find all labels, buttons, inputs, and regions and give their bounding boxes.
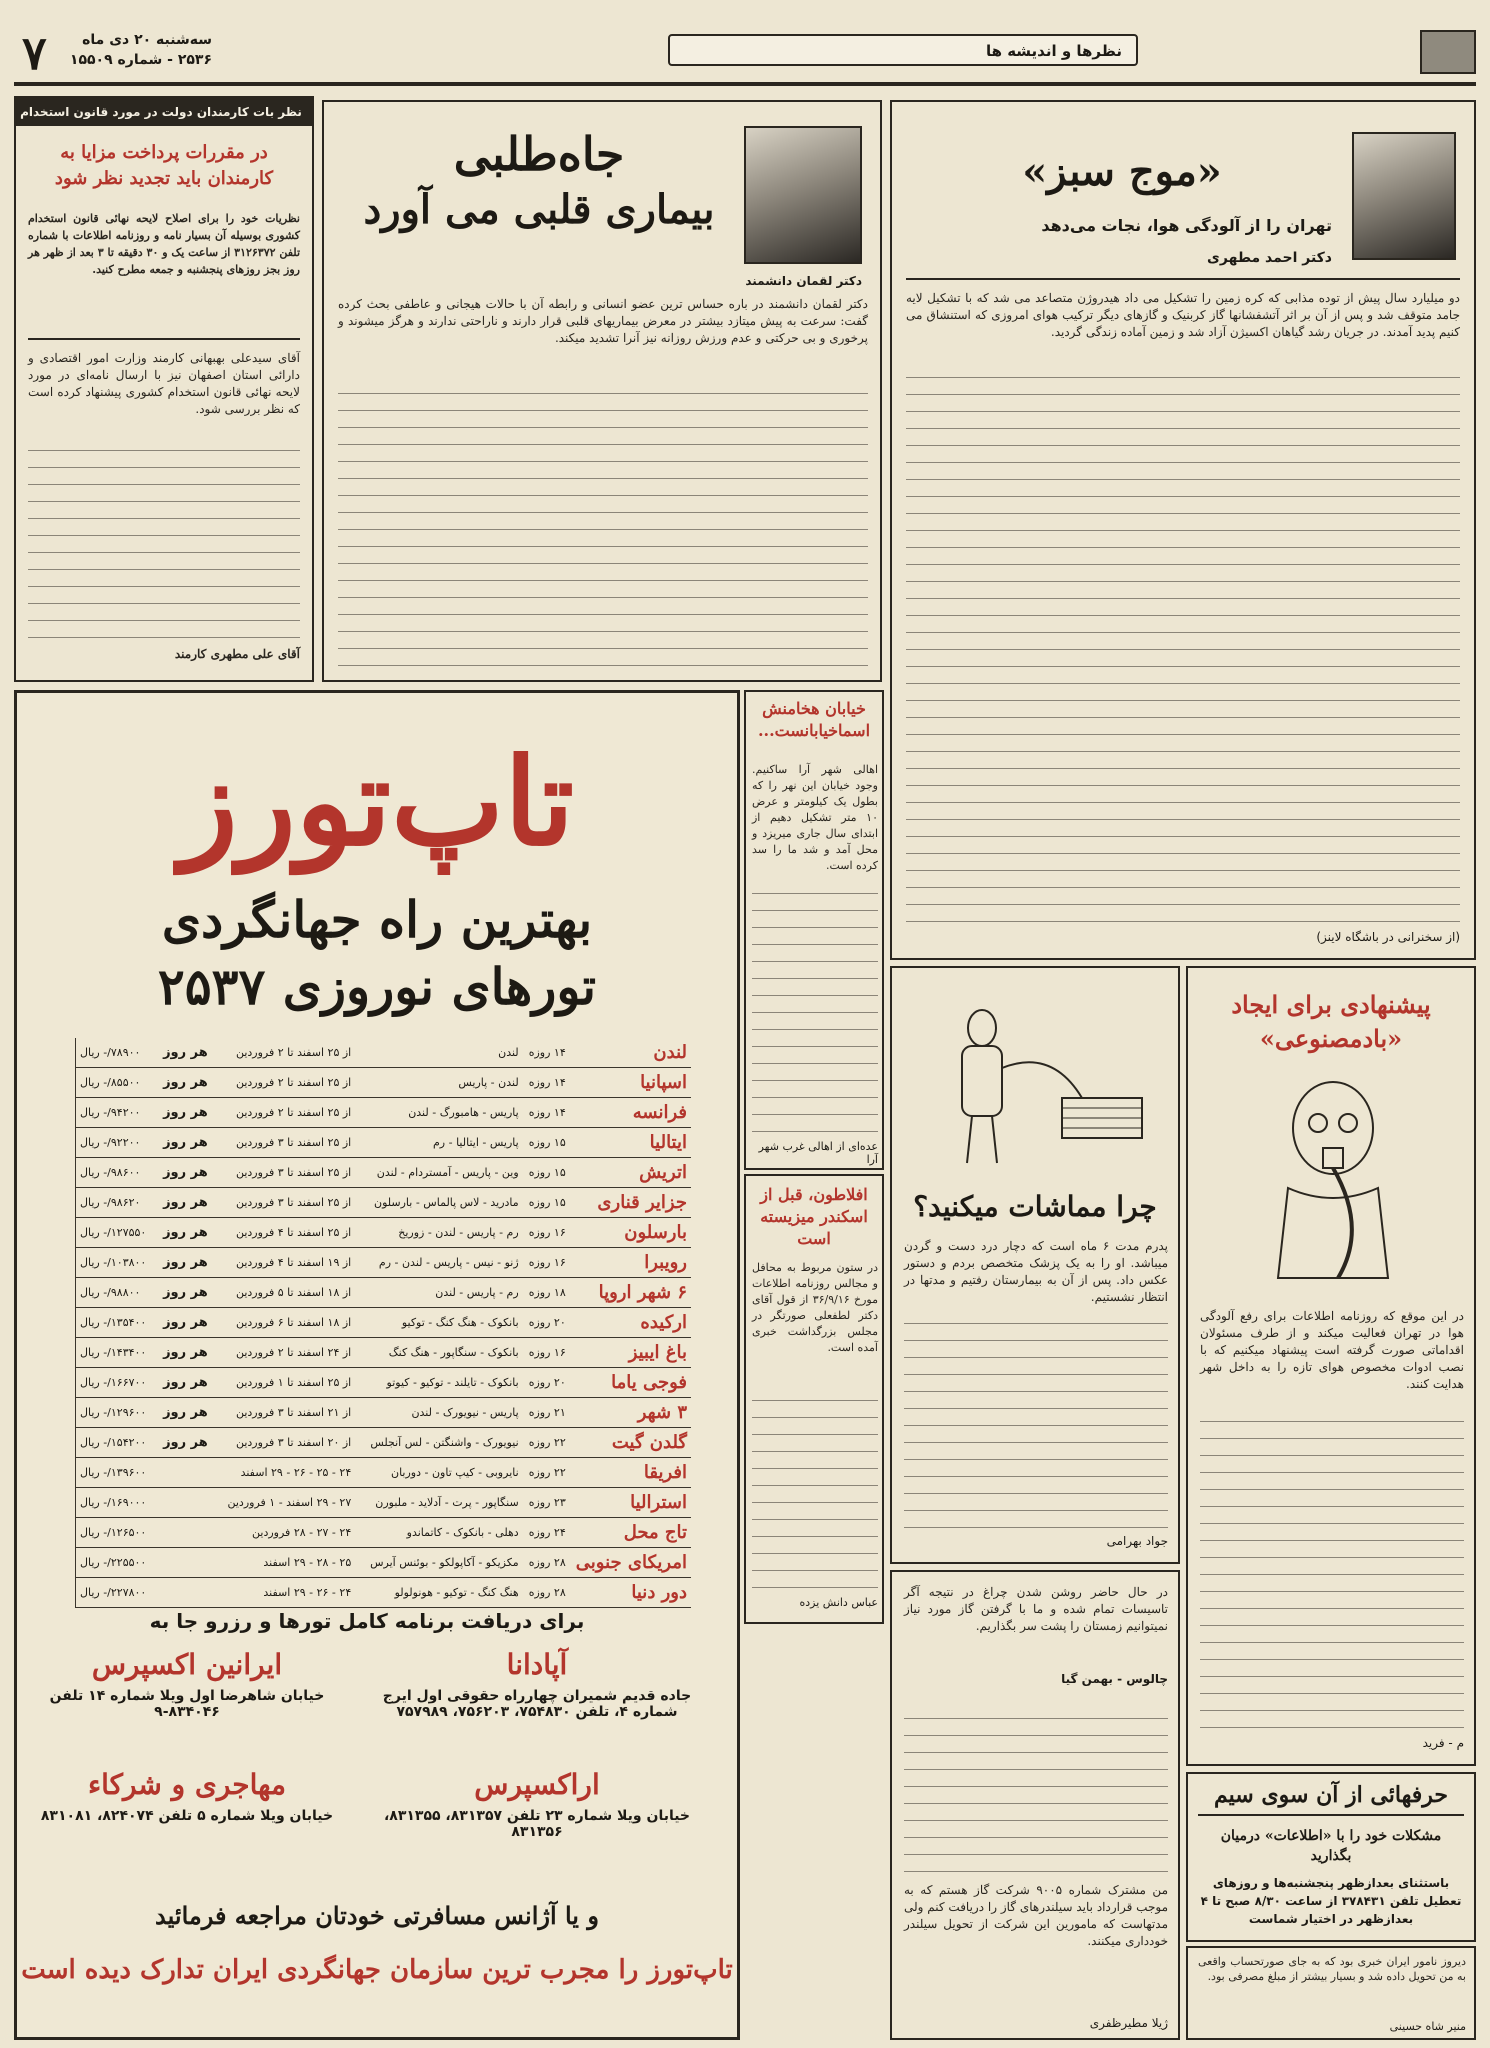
tour-row [76, 1308, 692, 1338]
tour-tag: هر روز [155, 1248, 212, 1278]
tour-days: ۱۴ روزه [523, 1068, 572, 1098]
tour-city: باغ ایبیز [572, 1338, 691, 1368]
ambition-article [322, 100, 882, 682]
tour-price: ۱۳۹۶۰۰/- ریال [76, 1458, 155, 1488]
tour-dates: ۲۴ - ۲۷ - ۲۸ فروردین [212, 1518, 355, 1548]
ad-tour-table-wrap [75, 1038, 691, 1608]
tour-row [76, 1218, 692, 1248]
gas-cylinder-body: من مشترک شماره ۹۰۰۵ شرکت گاز هستم که به موجب قرارداد باید سیلندرهای گاز را دریافت کنم ولی مدتهاست که مامورین این شرکت از تحویل سیلندر خودداری میکنند. [904, 1883, 1168, 1948]
no-gas-body-lines [904, 1702, 1168, 1872]
tour-price: ۲۲۵۵۰۰/- ریال [76, 1548, 155, 1578]
tour-dates: ۲۴ - ۲۵ - ۲۶ - ۲۹ اسفند [212, 1458, 355, 1488]
tour-days: ۲۸ روزه [523, 1578, 572, 1608]
tour-route: ژنو - نیس - پاریس - لندن - رم [355, 1248, 522, 1278]
ad-footer: تاپ‌تورز را مجرب ترین سازمان جهانگردی ایران تدارک دیده است [21, 1955, 733, 1985]
tour-row [76, 1548, 692, 1578]
tour-price: ۱۲۷۵۵۰/- ریال [76, 1218, 155, 1248]
hakhamanesh-body: اهالی شهر آرا ساکنیم. وجود خیابان این نهر را که بطول یک کیلومتر و عرض ۱۰ متر تشکیل دهیم از ابتدای سال جاری میریزد و محل آمد و شد ما را سد کرده است. [752, 763, 878, 872]
wrong-bill-letter [1186, 1946, 1476, 2040]
tour-city: استرالیا [572, 1488, 691, 1518]
tour-tag [155, 1578, 212, 1608]
tour-price: ۱۴۳۴۰۰/- ریال [76, 1338, 155, 1368]
tour-city: اتریش [572, 1158, 691, 1188]
tour-city: ۳ شهر [572, 1398, 691, 1428]
tour-route: رم - پاریس - لندن - زوریخ [355, 1218, 522, 1248]
ad-agency-1-addr: خیابان شاهرضا اول ویلا شماره ۱۴ تلفن ۸۳۴۰۴۶-۹ [49, 1688, 325, 1720]
no-gas-body: در حال حاضر روشن شدن چراغ در نتیجه آگر تاسیسات تمام شده و ما با گرفتن گاز مورد نیاز نمیتوانیم زمستان را پشت سر بگذاریم. [904, 1585, 1168, 1633]
tour-row [76, 1278, 692, 1308]
tour-price: ۹۴۲۰۰/- ریال [76, 1098, 155, 1128]
tour-tag: هر روز [155, 1398, 212, 1428]
tour-row [76, 1518, 692, 1548]
tour-tag: هر روز [155, 1098, 212, 1128]
tour-tag: هر روز [155, 1188, 212, 1218]
tour-city: فرانسه [572, 1098, 691, 1128]
tour-days: ۱۵ روزه [523, 1158, 572, 1188]
why-mistakes-signature: جواد بهرامی [1106, 1534, 1168, 1548]
ambition-author-photo [744, 126, 862, 264]
ad-info-line: برای دریافت برنامه کامل تورها و رزرو جا به [149, 1609, 585, 1633]
tour-city: دور دنیا [572, 1578, 691, 1608]
green-wave-lead: دو میلیارد سال پیش از توده مذابی که کره زمین را تشکیل می داد هیدروژن متصاعد می شد که با تشکیل لایه جامد متوقف شد و پس از آن بر اثر آتشفشانها گاز کربنیک و گازهای دیگر ترکیب هوای امروزی که استنشاق می کنیم پدید آمدند. در جریان رشد گیاهان اکسیژن آزاد شد و زمین آماده زندگی گردید. [906, 291, 1460, 339]
plato-title: افلاطون، قبل از اسکندر میزیسته است [760, 1185, 868, 1248]
tour-tag: هر روز [155, 1128, 212, 1158]
ad-agency-4-name: اراکسپرس [474, 1768, 600, 1801]
employees-lead: نظریات خود را برای اصلاح لایحه نهائی قانون استخدام کشوری بوسیله آن بسیار نامه و روزنامه اطلاعات با شماره تلفن ۳۱۲۶۳۷۲ از ساعت یک و ۳۰ دقیقه تا ۳ بعد از ظهر هر روز بجز روزهای پنجشنبه و جمعه مطرح کنید. [28, 212, 301, 276]
tour-days: ۲۰ روزه [523, 1308, 572, 1338]
tour-tag: هر روز [155, 1218, 212, 1248]
tour-tag [155, 1458, 212, 1488]
ambition-author: دکتر لقمان دانشمند [745, 274, 862, 288]
tour-row [76, 1488, 692, 1518]
gas-mask-illustration [1218, 1068, 1448, 1288]
date-line: سه‌شنبه ۲۰ دی ماه [82, 32, 212, 48]
green-wave-author-photo [1352, 132, 1456, 260]
tour-dates: از ۲۵ اسفند تا ۲ فروردین [212, 1038, 355, 1068]
tour-route: نایروبی - کیپ تاون - دوربان [355, 1458, 522, 1488]
tour-days: ۱۶ روزه [523, 1338, 572, 1368]
tour-tag: هر روز [155, 1308, 212, 1338]
green-wave-subtitle: تهران را از آلودگی هوا، نجات می‌دهد [1041, 216, 1332, 235]
tour-tag [155, 1518, 212, 1548]
no-gas-letter [890, 1570, 1180, 2040]
tour-route: بانکوک - سنگاپور - هنگ کنگ [355, 1338, 522, 1368]
tour-days: ۲۴ روزه [523, 1518, 572, 1548]
ambition-title: جاه‌طلبی [453, 127, 625, 181]
tour-route: هنگ کنگ - توکیو - هونولولو [355, 1578, 522, 1608]
tour-price: ۱۶۹۰۰۰/- ریال [76, 1488, 155, 1518]
tour-city: ایتالیا [572, 1128, 691, 1158]
ambition-subtitle: بیماری قلبی می آورد [363, 186, 715, 233]
green-wave-body-columns [906, 362, 1460, 922]
tour-route: پاریس - هامبورگ - لندن [355, 1098, 522, 1128]
tour-route: دهلی - بانکوک - کاتماندو [355, 1518, 522, 1548]
tour-row [76, 1578, 692, 1608]
artificial-wind-body: در این موقع که روزنامه اطلاعات برای رفع آلودگی هوا در تهران فعالیت میکند و از طرف مسئولان اقداماتی صورت گرفته است پیشنهاد میکنیم که با نصب ادوات مخصوص هوای تازه را به داخل شهر هدایت کنند. [1200, 1309, 1464, 1391]
tour-route: لندن [355, 1038, 522, 1068]
tour-row [76, 1068, 692, 1098]
artificial-wind-signature: م - فرید [1422, 1736, 1464, 1750]
ad-agency-3-addr: خیابان ویلا شماره ۵ تلفن ۸۲۴۰۷۴، ۸۳۱۰۸۱ [40, 1808, 334, 1824]
tour-row [76, 1428, 692, 1458]
tour-days: ۲۳ روزه [523, 1488, 572, 1518]
tour-city: افریقا [572, 1458, 691, 1488]
artificial-wind-letter [1186, 966, 1476, 1766]
ad-brand: تاپ‌تورز [179, 732, 575, 873]
cartoon-man-illustration [912, 988, 1162, 1178]
gas-cylinder-signature: ژیلا مطیرظفری [1089, 2016, 1168, 2030]
ad-tagline-1: بهترین راه جهانگردی [161, 890, 593, 949]
tour-price: ۱۰۳۸۰۰/- ریال [76, 1248, 155, 1278]
tour-dates: از ۲۵ اسفند تا ۴ فروردین [212, 1218, 355, 1248]
green-wave-article [890, 100, 1476, 960]
tour-tag [155, 1488, 212, 1518]
ad-agency-4-addr: خیابان ویلا شماره ۲۳ تلفن ۸۳۱۳۵۷، ۸۳۱۳۵۵، ۸۳۱۳۵۶ [383, 1808, 691, 1840]
tour-days: ۲۲ روزه [523, 1428, 572, 1458]
ad-agency-2-addr: جاده قدیم شمیران چهارراه حقوقی اول ایرج شماره ۴، تلفن ۷۵۴۸۳۰، ۷۵۶۲۰۳، ۷۵۷۹۸۹ [382, 1688, 692, 1720]
tour-dates: از ۲۴ اسفند تا ۲ فروردین [212, 1338, 355, 1368]
tour-dates: از ۲۵ اسفند تا ۲ فروردین [212, 1098, 355, 1128]
reader-box-subtitle: مشکلات خود را با «اطلاعات» درمیان بگذارید [1220, 1828, 1442, 1864]
tour-tag: هر روز [155, 1278, 212, 1308]
tour-dates: ۲۵ - ۲۸ - ۲۹ اسفند [212, 1548, 355, 1578]
wrong-bill-body: دیروز نامور ایران خبری بود که به جای صورتحساب واقعی به من تحویل داده شد و بسیار بیشتر از مبلغ مصرفی بود. [1198, 1955, 1466, 1983]
artificial-wind-body-lines [1200, 1408, 1464, 1728]
tour-days: ۱۴ روزه [523, 1098, 572, 1128]
tour-tag: هر روز [155, 1068, 212, 1098]
ad-tagline-2: تورهای نوروزی ۲۵۳۷ [157, 957, 597, 1016]
tour-days: ۱۵ روزه [523, 1128, 572, 1158]
tour-days: ۲۱ روزه [523, 1398, 572, 1428]
tour-price: ۹۸۸۰۰/- ریال [76, 1278, 155, 1308]
tour-city: جزایر قناری [572, 1188, 691, 1218]
tour-city: اسپانیا [572, 1068, 691, 1098]
tour-price: ۱۲۹۶۰۰/- ریال [76, 1398, 155, 1428]
tour-city: فوجی یاما [572, 1368, 691, 1398]
tour-city: لندن [572, 1038, 691, 1068]
tour-tag: هر روز [155, 1038, 212, 1068]
tour-days: ۲۰ روزه [523, 1368, 572, 1398]
tour-row [76, 1098, 692, 1128]
tour-price: ۱۶۶۷۰۰/- ریال [76, 1368, 155, 1398]
tour-city: گلدن گیت [572, 1428, 691, 1458]
tour-city: بارسلون [572, 1218, 691, 1248]
plato-letter [744, 1174, 884, 1624]
tour-route: لندن - پاریس [355, 1068, 522, 1098]
tour-tag: هر روز [155, 1368, 212, 1398]
tour-dates: از ۲۰ اسفند تا ۳ فروردین [212, 1428, 355, 1458]
tour-row [76, 1128, 692, 1158]
no-gas-signature: چالوس - بهمن گیا [1061, 1672, 1168, 1686]
page-number: ۷ [22, 26, 47, 80]
tour-route: سنگاپور - پرت - آدلاید - ملبورن [355, 1488, 522, 1518]
tour-city: تاج محل [572, 1518, 691, 1548]
tour-days: ۱۶ روزه [523, 1248, 572, 1278]
tour-tag: هر روز [155, 1428, 212, 1458]
ambition-body-columns [338, 386, 868, 666]
tour-price: ۷۸۹۰۰/- ریال [76, 1038, 155, 1068]
why-mistakes-letter [890, 966, 1180, 1564]
top-tours-ad [14, 690, 740, 2040]
tour-price: ۸۵۵۰۰/- ریال [76, 1068, 155, 1098]
employees-title: در مقررات پرداخت مزایا به کارمندان باید تجدید نظر شود [54, 142, 274, 189]
tour-dates: از ۲۵ اسفند تا ۲ فروردین [212, 1068, 355, 1098]
tour-city: ارکیده [572, 1308, 691, 1338]
reader-hotline-box [1186, 1772, 1476, 1942]
tour-row [76, 1158, 692, 1188]
tour-route: بانکوک - هنگ کنگ - توکیو [355, 1308, 522, 1338]
masthead-rule [14, 82, 1476, 86]
tour-price: ۱۲۶۵۰۰/- ریال [76, 1518, 155, 1548]
tour-route: مکزیکو - آکاپولکو - بوئنس آیرس [355, 1548, 522, 1578]
employees-lead-rule [28, 338, 300, 340]
green-wave-footer: (از سخنرانی در باشگاه لاینز) [1316, 930, 1460, 944]
issue-line: ۲۵۳۶ - شماره ۱۵۵۰۹ [69, 52, 212, 68]
tour-row [76, 1458, 692, 1488]
hakhamanesh-letter [744, 690, 884, 1170]
tour-price: ۹۲۲۰۰/- ریال [76, 1128, 155, 1158]
tour-dates: از ۲۵ اسفند تا ۳ فروردین [212, 1188, 355, 1218]
ad-tour-table [75, 1038, 691, 1608]
plato-body-lines [752, 1388, 878, 1588]
tour-days: ۲۲ روزه [523, 1458, 572, 1488]
tour-route: مادرید - لاس پالماس - بارسلون [355, 1188, 522, 1218]
tour-price: ۲۲۷۸۰۰/- ریال [76, 1578, 155, 1608]
tour-dates: ۲۴ - ۲۶ - ۲۹ اسفند [212, 1578, 355, 1608]
hakhamanesh-body-lines [752, 892, 878, 1132]
tour-dates: از ۱۹ اسفند تا ۴ فروردین [212, 1248, 355, 1278]
employees-body: آقای سیدعلی بهبهانی کارمند وزارت امور اقتصادی و دارائی استان اصفهان نیز با ارسال نامه‌ای در مورد لایحه نهائی قانون استخدام کشوری پیشنهاد کرده است که نظر بررسی شود. [28, 351, 300, 416]
tour-row [76, 1398, 692, 1428]
tour-days: ۲۸ روزه [523, 1548, 572, 1578]
ad-agency-3-name: مهاجری و شرکاء [87, 1768, 287, 1801]
tour-days: ۱۶ روزه [523, 1218, 572, 1248]
section-title: نظرها و اندیشه ها [985, 42, 1122, 60]
tour-row [76, 1188, 692, 1218]
tour-route: بانکوک - تایلند - توکیو - کیوتو [355, 1368, 522, 1398]
tour-dates: از ۲۵ اسفند تا ۳ فروردین [212, 1158, 355, 1188]
tour-city: رویبرا [572, 1248, 691, 1278]
green-wave-author: دکتر احمد مطهری [1207, 250, 1332, 266]
masthead [0, 0, 1490, 100]
section-title-box [668, 34, 1138, 66]
plato-body: در ستون مربوط به محافل و مجالس روزنامه اطلاعات مورخ ۳۶/۹/۱۶ از قول آقای دکتر لطفعلی صورتگر در مجلس بزرگداشت خبری آمده است. [752, 1261, 878, 1354]
ad-travel-agency-line: و یا آژانس مسافرتی خودتان مراجعه فرمائید [155, 1901, 599, 1930]
tour-route: نیویورک - واشنگتن - لس آنجلس [355, 1428, 522, 1458]
tour-row [76, 1338, 692, 1368]
tour-dates: از ۱۸ اسفند تا ۵ فروردین [212, 1278, 355, 1308]
tour-price: ۹۸۶۲۰/- ریال [76, 1188, 155, 1218]
tour-dates: ۲۷ - ۲۹ اسفند - ۱ فروردین [212, 1488, 355, 1518]
tour-dates: از ۱۸ اسفند تا ۶ فروردین [212, 1308, 355, 1338]
artificial-wind-title: پیشنهادی برای ایجاد «بادمصنوعی» [1231, 990, 1431, 1053]
tour-route: رم - پاریس - لندن [355, 1278, 522, 1308]
tour-city: ۶ شهر اروپا [572, 1278, 691, 1308]
tour-tag: هر روز [155, 1158, 212, 1188]
hakhamanesh-signature: عده‌ای از اهالی غرب شهر آرا [758, 1140, 878, 1166]
tour-city: امریکای جنوبی [572, 1548, 691, 1578]
tour-route: پاریس - نیویورک - لندن [355, 1398, 522, 1428]
wrong-bill-signature: منیر شاه حسینی [1389, 2020, 1466, 2033]
employees-article [14, 96, 314, 682]
tour-days: ۱۵ روزه [523, 1188, 572, 1218]
tour-price: ۱۵۴۲۰۰/- ریال [76, 1428, 155, 1458]
tour-route: پاریس - ایتالیا - رم [355, 1128, 522, 1158]
plato-signature: عباس دانش یزده [799, 1596, 878, 1609]
ad-agency-1-name: ایرانین اکسپرس [91, 1648, 283, 1681]
tour-route: وین - پاریس - آمستردام - لندن [355, 1158, 522, 1188]
why-mistakes-body: پدرم مدت ۶ ماه است که دچار درد دست و گردن میباشد. او را به یک پزشک متخصص بردم و دستور عکس داد. پس از آن به بیمارستان رفتیم و مدتها در انتظار نشستیم. [904, 1239, 1169, 1304]
why-mistakes-title: چرا مماشات میکنید؟ [913, 1190, 1157, 1223]
tour-row [76, 1368, 692, 1398]
ambition-lead: دکتر لقمان دانشمند در باره حساس ترین عضو انسانی و رابطه آن با حالات هیجانی و عاطفی بحث کرده گفت: سرعت به پیش میتازد بیشتر در معرض بیماریهای قلبی قرار دارند و ناراحتی ندارند و هرگز میشوند و پرخوری و بی حرکتی و عدم ورزش روزانه نیز آنرا تشدید میکند. [338, 297, 868, 345]
tour-dates: از ۲۱ اسفند تا ۳ فروردین [212, 1398, 355, 1428]
why-mistakes-body-lines [904, 1318, 1168, 1528]
reader-box-title: حرفهائی از آن سوی سیم [1198, 1782, 1464, 1816]
tour-dates: از ۲۵ اسفند تا ۱ فروردین [212, 1368, 355, 1398]
tour-dates: از ۲۵ اسفند تا ۳ فروردین [212, 1128, 355, 1158]
tour-days: ۱۴ روزه [523, 1038, 572, 1068]
green-wave-rule [906, 278, 1460, 280]
tour-price: ۹۸۶۰۰/- ریال [76, 1158, 155, 1188]
employees-banner: نظر بات کارمندان دولت در مورد قانون استخدام [16, 98, 312, 126]
ad-agency-2-name: آپادانا [506, 1648, 568, 1681]
tour-days: ۱۸ روزه [523, 1278, 572, 1308]
hakhamanesh-title: خیابان هخامنش اسماخیابانست... [757, 699, 871, 740]
green-wave-title: «موج سبز» [1022, 148, 1222, 195]
reader-box-phone: باستثنای بعدازظهر پنجشنبه‌ها و روزهای تعطیل تلفن ۳۷۸۴۳۱ از ساعت ۸/۳۰ صبح تا ۴ بعدازظهر در اختیار شماست [1200, 1876, 1462, 1926]
tour-tag: هر روز [155, 1338, 212, 1368]
employees-body-columns [28, 438, 300, 638]
tour-tag [155, 1548, 212, 1578]
tour-row [76, 1038, 692, 1068]
tour-row [76, 1248, 692, 1278]
newspaper-logo [1420, 30, 1476, 74]
tour-price: ۱۳۵۴۰۰/- ریال [76, 1308, 155, 1338]
employees-author: آقای علی مطهری کارمند [174, 647, 300, 661]
